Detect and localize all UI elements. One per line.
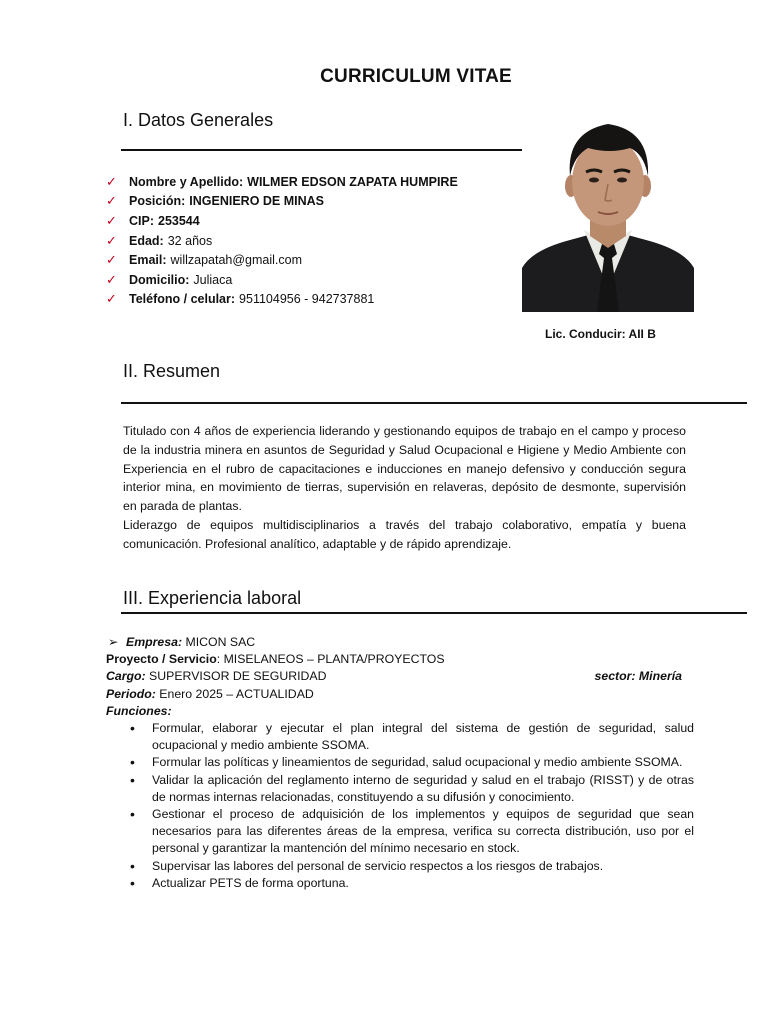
field-value: INGENIERO DE MINAS <box>189 194 325 209</box>
list-item <box>106 172 462 192</box>
section-heading-summary: II. Resumen <box>123 361 221 381</box>
role-value: SUPERVISOR DE SEGURIDAD <box>149 669 327 684</box>
summary-paragraph: Titulado con 4 años de experiencia liderando y gestionando equipos de trabajo en el campo y proceso de la industria minera en asuntos de Seguridad y Salud Ocupacional e Higiene y Medio Ambiente con Experiencia en el rubro de capacitaciones e inducciones en manejo defensivo y conducción segura interior mina, en movimiento de tierras, supervisión en relaveras, depósito de desmonte, supervisión en parada de plantas. <box>123 424 686 514</box>
field-label: Domicilio: <box>129 272 190 287</box>
checkmark-icon: ✓ <box>106 193 117 209</box>
list-item <box>106 270 462 290</box>
list-item: • Validar la aplicación del reglamento interno de seguridad y salud en el trabajo (RISST) y de otras de normas internas relacionadas, constituyendo a su difusión y conocimiento. <box>130 772 694 806</box>
field-label: CIP: <box>129 213 154 228</box>
arrow-bullet-icon: ➢ <box>108 635 119 649</box>
functions-label: Funciones: <box>106 703 172 718</box>
checkmark-icon: ✓ <box>106 173 117 189</box>
list-item <box>106 290 462 310</box>
field-label: Teléfono / celular: <box>129 292 236 307</box>
section-divider <box>121 612 747 614</box>
summary-text <box>123 422 686 554</box>
project-label: Proyecto / Servicio <box>106 652 217 667</box>
role-line <box>106 668 694 685</box>
list-item <box>106 192 462 212</box>
company-line <box>106 634 694 651</box>
field-value: Juliaca <box>193 272 233 287</box>
checkmark-icon: ✓ <box>106 271 117 287</box>
list-item: • Actualizar PETS de forma oportuna. <box>130 875 694 892</box>
period-label: Periodo: <box>106 686 156 701</box>
list-item: • Supervisar las labores del personal de servicio respectos a los riesgos de trabajos. <box>130 858 694 875</box>
field-value: WILMER EDSON ZAPATA HUMPIRE <box>247 174 458 189</box>
section-divider <box>121 402 747 404</box>
section-heading-general: I. Datos Generales <box>123 110 274 130</box>
company-name: MICON SAC <box>185 635 256 649</box>
experience-entry <box>106 634 694 892</box>
field-label: Nombre y Apellido: <box>129 174 244 189</box>
list-item <box>106 211 462 231</box>
role-label: Cargo: <box>106 669 146 684</box>
page-title: CURRICULUM VITAE <box>320 66 512 87</box>
period-value: Enero 2025 – ACTUALIDAD <box>159 686 314 701</box>
list-item: • Formular, elaborar y ejecutar el plan integral del sistema de gestión de seguridad, salud ocupacional y medio ambiente SSOMA. <box>130 720 694 754</box>
summary-paragraph: Liderazgo de equipos multidisciplinarios a través del trabajo colaborativo, empatía y buena comunicación. Profesional analítico, adaptable y de rápido aprendizaje. <box>123 517 686 551</box>
sector-label: sector: Minería <box>594 669 682 684</box>
field-value: willzapatah@gmail.com <box>170 253 303 268</box>
field-label: Posición: <box>129 194 186 209</box>
list-item: • Formular las políticas y lineamientos de seguridad, salud ocupacional y medio ambiente SSOMA. <box>130 754 694 771</box>
field-value: 951104956 - 942737881 <box>239 292 375 307</box>
project-value: : MISELANEOS – PLANTA/PROYECTOS <box>216 652 445 667</box>
functions-list <box>106 720 694 892</box>
driver-license: Lic. Conducir: AII B <box>545 327 656 341</box>
field-value: 32 años <box>167 233 213 248</box>
field-value: 253544 <box>158 213 200 228</box>
checkmark-icon: ✓ <box>106 232 117 248</box>
checkmark-icon: ✓ <box>106 291 117 307</box>
general-info-list <box>106 172 462 309</box>
company-label: Empresa: <box>126 635 183 649</box>
period-line <box>106 686 694 703</box>
profile-photo <box>522 118 694 312</box>
checkmark-icon: ✓ <box>106 212 117 228</box>
list-item <box>106 231 462 251</box>
checkmark-icon: ✓ <box>106 252 117 268</box>
project-line <box>106 651 694 668</box>
list-item: • Gestionar el proceso de adquisición de los implementos y equipos de seguridad que sean necesarios para las diferentes áreas de la empresa, verifica su correcta distribución, uso por el personal y garantizar la mantención del mínimo necesario en stock. <box>130 806 694 858</box>
list-item <box>106 250 462 270</box>
section-heading-experience: III. Experiencia laboral <box>123 588 302 608</box>
field-label: Email: <box>129 253 167 268</box>
field-label: Edad: <box>129 233 164 248</box>
section-divider <box>121 149 522 151</box>
